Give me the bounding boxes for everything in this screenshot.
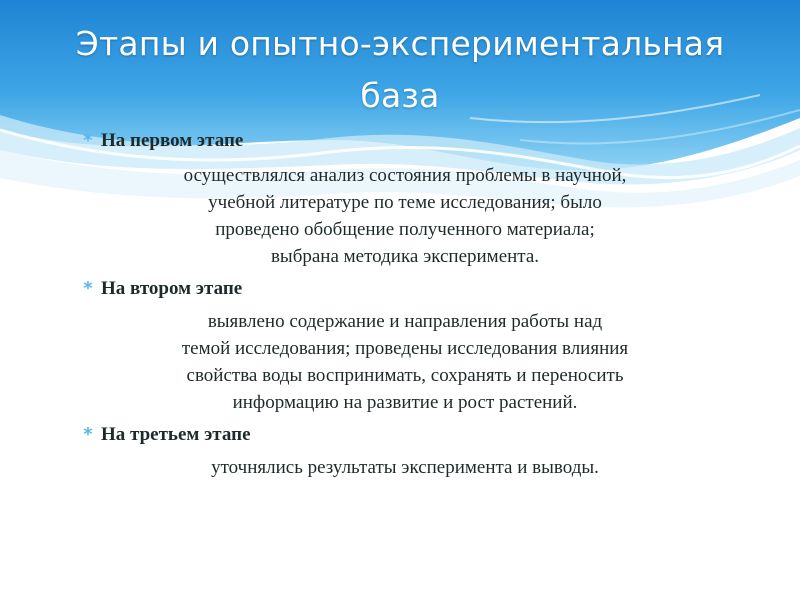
title-line-2: база <box>360 76 440 115</box>
stage-item <box>75 276 735 416</box>
stages-list <box>75 128 735 485</box>
stage-heading-text: На втором этапе <box>101 278 243 299</box>
description-line: уточнялись результаты эксперимента и выводы. <box>211 457 599 478</box>
description-line: проведено обобщение полученного материала; <box>215 219 595 240</box>
description-line: свойства воды воспринимать, сохранять и переносить <box>186 365 624 386</box>
description-line: выбрана методика эксперимента. <box>270 246 540 267</box>
stage-heading <box>75 128 735 154</box>
description-line: информацию на развитие и рост растений. <box>232 392 578 413</box>
stage-description <box>75 454 735 481</box>
stage-heading <box>75 276 735 302</box>
description-line: учебной литературе по теме исследования; было <box>208 192 602 213</box>
stage-item <box>75 128 735 270</box>
slide-title <box>20 18 780 122</box>
title-line-1: Этапы и опытно-экспериментальная <box>75 24 725 63</box>
stage-description <box>75 162 735 270</box>
stage-heading <box>75 422 735 448</box>
description-line: темой исследования; проведены исследования влияния <box>181 338 629 359</box>
description-line: выявлено содержание и направления работы над <box>207 311 603 332</box>
stage-heading-text: На первом этапе <box>101 130 244 151</box>
stage-item <box>75 422 735 481</box>
bullet-asterisk-icon: * <box>83 424 93 445</box>
stage-heading-text: На третьем этапе <box>101 424 251 445</box>
bullet-asterisk-icon: * <box>83 278 93 299</box>
description-line: осуществлялся анализ состояния проблемы в научной, <box>183 165 627 186</box>
stage-description <box>75 308 735 416</box>
bullet-asterisk-icon: * <box>83 130 93 151</box>
